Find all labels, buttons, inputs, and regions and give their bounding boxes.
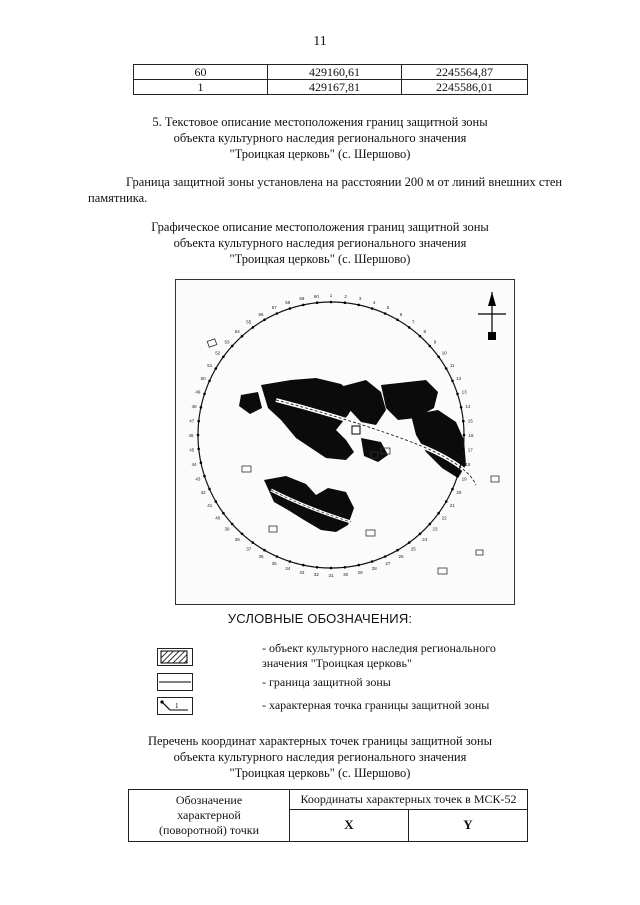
coordinates-header: Координаты характерных точек в МСК-52 [290,790,528,810]
heading-line: "Троицкая церковь" (с. Шершово) [229,147,411,161]
boundary-point-label: 29 [357,569,363,575]
legend-symbol-heritage-object [157,648,193,666]
boundary-point [451,488,454,491]
boundary-point [344,301,347,304]
table-cell: 60 [134,65,268,80]
boundary-description [88,174,600,206]
boundary-point [208,488,211,491]
boundary-point-label: 45 [189,447,195,453]
x-column-header: X [290,809,409,841]
legend-point-label: 1 [175,702,179,710]
paragraph-line: Граница защитной зоны установлена на расстоянии 200 м от линий внешних стен [126,175,563,189]
boundary-point [302,304,305,307]
table-cell: 1 [134,80,268,95]
legend-symbol-zone-boundary [157,673,193,691]
boundary-point-label: 52 [215,350,221,356]
boundary-point-label: 44 [191,462,197,468]
boundary-point-label: 4 [373,299,376,305]
boundary-point-label: 31 [328,573,334,578]
boundary-point-label: 47 [189,418,195,424]
paragraph-line: памятника. [88,191,148,205]
coordinates-table-continued [133,64,528,95]
table-cell: 429160,61 [268,65,402,80]
heading-line: объекта культурного наследия регионального значения [173,236,467,250]
boundary-point [231,345,234,348]
boundary-point [215,500,218,503]
boundary-point-label: 39 [224,526,230,532]
boundary-point-label: 32 [313,572,319,578]
boundary-point-label: 58 [285,299,291,305]
heading-line: Графическое описание местоположения границ защитной зоны [151,220,489,234]
boundary-point [437,356,440,359]
boundary-point [231,523,234,526]
terrain-layer [239,378,466,532]
boundary-point-label: 42 [200,489,206,495]
boundary-point-label: 54 [234,329,240,334]
boundary-point [451,380,454,383]
boundary-point-label: 18 [465,462,471,468]
boundary-point [276,312,279,315]
boundary-point-label: 59 [299,296,305,302]
boundary-point-label: 27 [385,560,391,566]
boundary-point-label: 33 [299,569,305,575]
boundary-point [463,434,466,437]
boundary-point [462,448,465,451]
boundary-point-label: 16 [468,433,474,438]
boundary-point [252,326,255,329]
boundary-point [357,564,360,567]
boundary-point [200,406,203,409]
boundary-point [289,307,292,310]
boundary-point [241,335,244,338]
page-number: 11 [313,34,327,49]
boundary-point [408,541,411,544]
table-cell: 2245586,01 [402,80,528,95]
boundary-point-label: 24 [422,537,428,542]
table-cell: 2245564,87 [402,65,528,80]
boundary-point-label: 2 [344,293,347,299]
boundary-point [371,560,374,563]
boundary-point-label: 19 [461,476,467,482]
heading-line: 5. Текстовое описание местоположения границ защитной зоны [152,115,488,129]
boundary-point-label: 35 [271,560,277,566]
boundary-point-label: 34 [285,566,291,572]
boundary-point [456,475,459,478]
boundary-point [302,564,305,567]
table-row [134,65,528,80]
boundary-point [316,301,319,304]
boundary-point-label: 17 [467,447,473,453]
boundary-point [371,307,374,310]
graphic-description-heading [60,219,580,267]
boundary-point [330,301,333,304]
legend-text-heritage-object: - объект культурного наследия регионального значения "Троицкая церковь" [262,641,496,670]
boundary-point-label: 43 [195,476,201,482]
boundary-point-label: 48 [191,403,197,409]
boundary-point [208,380,211,383]
boundary-point-label: 30 [343,572,349,578]
boundary-point [419,533,422,536]
boundary-point [429,523,432,526]
boundary-point [289,560,292,563]
boundary-point-label: 53 [224,339,230,345]
boundary-point [215,367,218,370]
boundary-point [419,335,422,338]
legend-text-zone-boundary: - граница защитной зоны [262,675,391,689]
boundary-point-label: 8 [423,329,426,334]
boundary-point-label: 49 [195,389,201,395]
boundary-point [197,420,200,423]
table-cell: 429167,81 [268,80,402,95]
boundary-point [203,393,206,396]
boundary-point-label: 28 [371,566,377,572]
boundary-point [384,312,387,315]
boundary-point-label: 37 [246,546,252,552]
north-arrow-icon [478,292,506,340]
legend-title: УСЛОВНЫЕ ОБОЗНАЧЕНИЯ: [227,611,413,626]
heading-line: "Троицкая церковь" (с. Шершово) [229,766,411,780]
boundary-point [384,555,387,558]
boundary-point [429,345,432,348]
boundary-point-label: 14 [465,403,471,409]
legend-text-boundary-point: - характерная точка границы защитной зоны [262,698,490,712]
section-5-heading [60,114,580,162]
boundary-point-label: 36 [258,554,264,560]
boundary-point-label: 60 [313,293,319,299]
boundary-point [462,420,465,423]
boundary-point [445,500,448,503]
boundary-point-label: 26 [398,554,404,560]
boundary-point-label: 38 [234,537,240,542]
boundary-point [460,406,463,409]
boundary-point [330,567,333,570]
boundary-point-label: 46 [188,433,194,438]
coordinates-list-heading [60,733,580,781]
boundary-point-label: 20 [456,489,462,495]
heading-line: объекта культурного наследия регионального значения [173,131,467,145]
coordinates-table-header [128,789,528,842]
boundary-point-label: 56 [258,311,264,317]
boundary-point-label: 25 [410,546,416,552]
boundary-point-label: 51 [207,363,213,368]
table-row [129,790,528,810]
boundary-point-label: 1 [329,293,333,298]
table-row [134,80,528,95]
boundary-point [276,555,279,558]
boundary-point-label: 21 [449,503,455,508]
boundary-point [456,393,459,396]
boundary-point [222,512,225,515]
boundary-point [437,512,440,515]
boundary-point [460,461,463,464]
legend-symbol-boundary-point [157,697,193,715]
boundary-point [241,533,244,536]
boundary-point [445,367,448,370]
boundary-point [316,566,319,569]
boundary-point-label: 9 [433,339,437,345]
boundary-point [200,461,203,464]
heading-line: Перечень координат характерных точек границы защитной зоны [147,734,493,748]
boundary-point [408,326,411,329]
boundary-point-label: 7 [412,319,415,325]
boundary-point-label: 40 [215,515,221,521]
boundary-point-label: 41 [207,503,213,508]
boundary-point [203,475,206,478]
heading-line: "Троицкая церковь" (с. Шершово) [229,252,411,266]
boundary-point-label: 13 [461,389,467,395]
boundary-point-label: 50 [200,376,206,382]
boundary-point-label: 57 [271,305,277,311]
boundary-point [396,549,399,552]
boundary-point [197,448,200,451]
boundary-point-label: 3 [358,296,362,302]
y-column-header: Y [408,809,527,841]
heading-line: объекта культурного наследия регионального значения [173,750,467,764]
boundary-point [263,319,266,322]
church-object [352,426,360,434]
boundary-point [396,319,399,322]
boundary-point-label: 15 [467,418,473,424]
boundary-point-label: 23 [432,526,438,532]
boundary-point-label: 10 [441,350,447,356]
boundary-point [344,566,347,569]
boundary-point-label: 55 [246,319,252,325]
boundary-point-label: 12 [456,376,462,382]
boundary-point-label: 5 [386,305,390,311]
boundary-point-label: 6 [399,311,403,317]
boundary-point [222,356,225,359]
map-canvas [176,280,514,604]
boundary-point-label: 11 [449,363,455,368]
protective-zone-map [175,279,515,605]
boundary-point [252,541,255,544]
boundary-point [357,304,360,307]
boundary-point-label: 22 [441,515,447,521]
boundary-point [197,434,200,437]
point-designation-header: Обозначение характерной (поворотной) точки [129,790,290,842]
boundary-point [263,549,266,552]
